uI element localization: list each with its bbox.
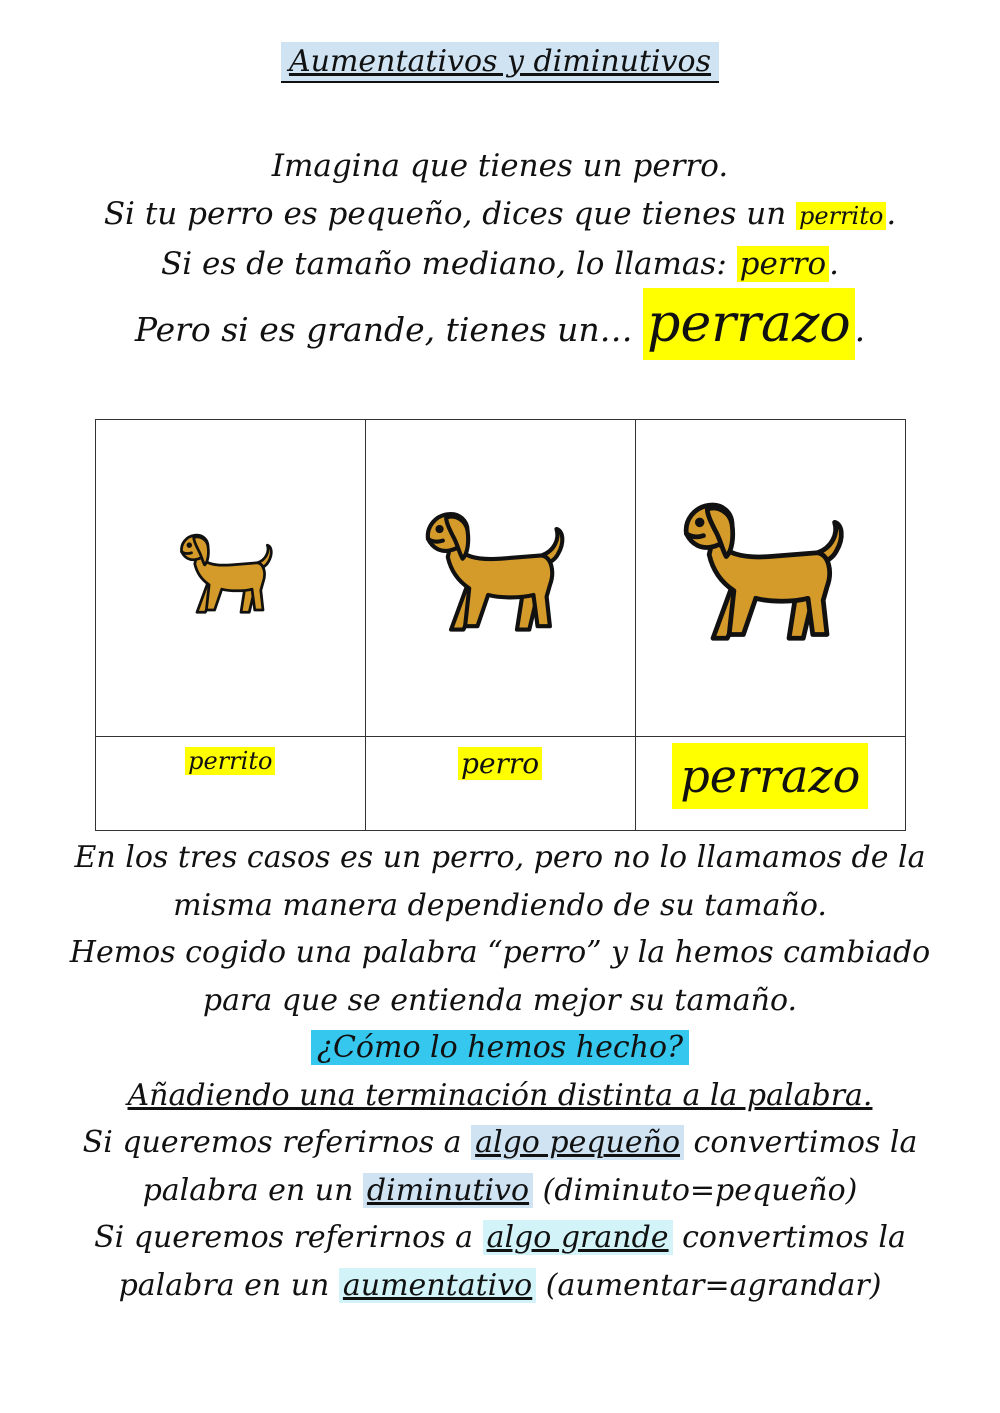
- algo-grande-highlight: algo grande: [483, 1220, 673, 1255]
- diminutive-line-1-pre: Si queremos referirnos a: [82, 1125, 472, 1160]
- diminutive-line-1: [0, 1119, 1000, 1167]
- small-dog-image: [175, 529, 285, 624]
- intro-line-4-end: .: [854, 310, 866, 349]
- explanation-paragraph: [0, 834, 1000, 1309]
- intro-line-2: [0, 190, 1000, 240]
- cell-label-perrito: [96, 737, 366, 831]
- intro-line-1: Imagina que tienes un perro.: [271, 148, 729, 184]
- word-perrito-highlight: perrito: [796, 202, 886, 230]
- cell-label-perro: [365, 737, 635, 831]
- dog-image-row: [96, 420, 906, 737]
- intro-line-3-text: Si es de tamaño mediano, lo llamas:: [161, 246, 737, 282]
- intro-line-4-text: Pero si es grande, tienes un…: [134, 310, 644, 349]
- augmentative-line-2-post: (aumentar=agrandar): [536, 1267, 882, 1303]
- diminutive-line-2-post: (diminuto=pequeño): [533, 1172, 858, 1208]
- diminutive-line-1-post: convertimos la: [684, 1125, 918, 1160]
- word-perro-highlight: perro: [737, 246, 830, 282]
- diminutive-line-2-pre: palabra en un: [142, 1172, 363, 1208]
- medium-dog-image: [418, 506, 583, 646]
- cell-large-dog: [635, 420, 905, 737]
- augmentative-line-1-post: convertimos la: [672, 1220, 906, 1255]
- dog-label-row: [96, 737, 906, 831]
- algo-pequeno-highlight: algo pequeño: [471, 1125, 684, 1160]
- intro-line-3-end: .: [829, 246, 839, 282]
- intro-line-2-text: Si tu perro es pequeño, dices que tienes un: [103, 196, 797, 232]
- label-perrazo: perrazo: [672, 743, 868, 809]
- explanation-line-3: Hemos cogido una palabra “perro” y la hemos cambiado: [69, 935, 931, 970]
- diminutivo-highlight: diminutivo: [363, 1173, 533, 1208]
- large-dog-image: [675, 494, 865, 659]
- explanation-line-4: para que se entienda mejor su tamaño.: [202, 982, 798, 1018]
- augmentative-line-2: [0, 1262, 1000, 1310]
- question-line: [0, 1024, 1000, 1072]
- label-perrito: perrito: [185, 747, 275, 775]
- question-highlight: ¿Cómo lo hemos hecho?: [311, 1030, 689, 1065]
- word-perrazo-highlight: perrazo: [643, 288, 854, 360]
- dog-size-table: [95, 419, 906, 831]
- intro-line-3: [0, 240, 1000, 288]
- intro-line-2-end: .: [886, 196, 897, 232]
- label-perro: perro: [458, 747, 542, 780]
- cell-small-dog: [96, 420, 366, 737]
- augmentative-line-1-pre: Si queremos referirnos a: [94, 1220, 483, 1255]
- explanation-line-2: misma manera dependiendo de su tamaño.: [173, 887, 827, 923]
- augmentative-line-2-pre: palabra en un: [118, 1267, 339, 1303]
- intro-line-4: [0, 294, 1000, 354]
- aumentativo-highlight: aumentativo: [339, 1268, 536, 1303]
- diminutive-line-2: [0, 1167, 1000, 1215]
- augmentative-line-1: [0, 1214, 1000, 1262]
- cell-medium-dog: [365, 420, 635, 737]
- page-title: [0, 44, 1000, 79]
- intro-paragraph: [0, 142, 1000, 354]
- answer-underlined: Añadiendo una terminación distinta a la palabra.: [127, 1077, 873, 1113]
- explanation-line-1: En los tres casos es un perro, pero no lo llamamos de la: [74, 840, 926, 875]
- cell-label-perrazo: [635, 737, 905, 831]
- page-title-text: Aumentativos y diminutivos: [281, 42, 719, 83]
- answer-line: [0, 1072, 1000, 1120]
